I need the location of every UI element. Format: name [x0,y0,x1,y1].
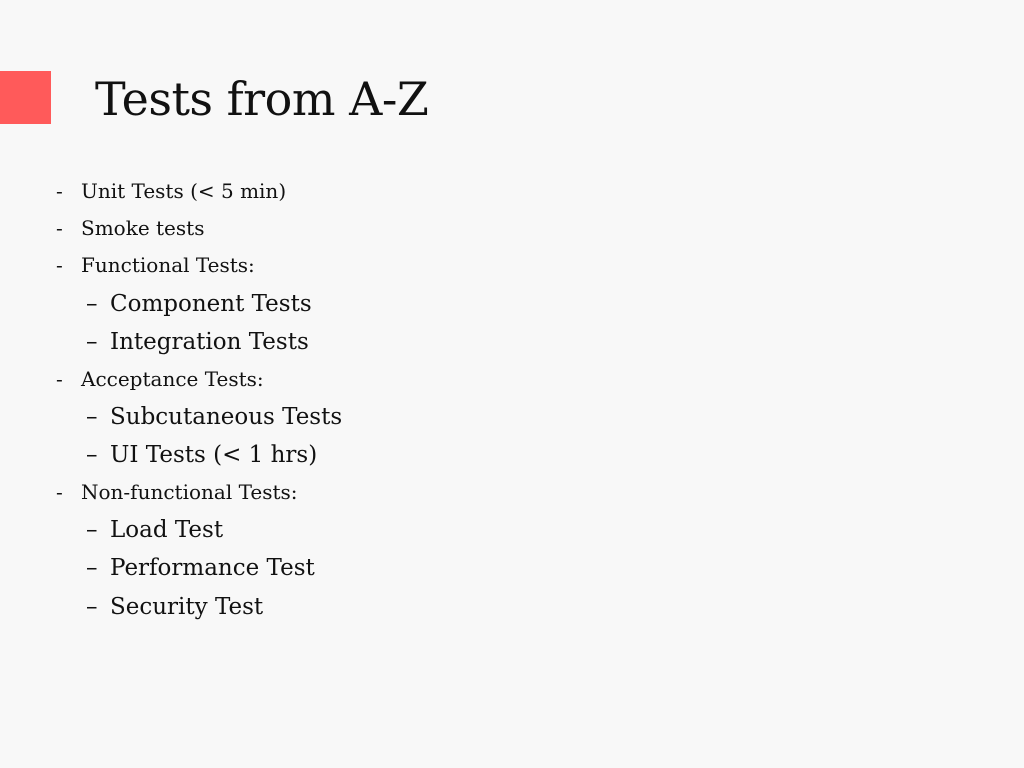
sub-item-security-test [86,592,263,622]
list-item-text: Smoke tests [81,216,205,240]
sub-bullet-dash: – [86,517,98,543]
bullet-dash: - [56,216,63,240]
list-item-text: Acceptance Tests: [81,367,264,391]
sub-bullet-dash: – [86,594,98,620]
sub-item-text: Security Test [110,594,264,620]
sub-item-text: Load Test [110,517,224,543]
bullet-dash: - [56,480,63,504]
sub-item-text: Performance Test [110,555,315,581]
list-item-unit-tests [56,178,286,204]
sub-item-component-tests [86,289,312,319]
sub-item-subcutaneous-tests [86,402,342,432]
slide-title: Tests from A-Z [95,72,429,126]
list-item-acceptance-tests [56,366,264,392]
sub-item-text: UI Tests (< 1 hrs) [110,442,318,468]
list-item-non-functional-tests [56,479,298,505]
sub-item-text: Subcutaneous Tests [110,404,343,430]
sub-bullet-dash: – [86,555,98,581]
bullet-dash: - [56,179,63,203]
list-item-text: Functional Tests: [81,253,255,277]
list-item-smoke-tests [56,215,204,241]
bullet-dash: - [56,367,63,391]
list-item-text: Unit Tests (< 5 min) [81,179,287,203]
bullet-dash: - [56,253,63,277]
sub-item-performance-test [86,553,315,583]
sub-item-text: Integration Tests [110,329,309,355]
list-item-functional-tests [56,252,255,278]
sub-bullet-dash: – [86,404,98,430]
sub-item-load-test [86,515,223,545]
sub-item-integration-tests [86,327,309,357]
sub-bullet-dash: – [86,291,98,317]
sub-bullet-dash: – [86,329,98,355]
sub-item-ui-tests [86,440,317,470]
list-item-text: Non-functional Tests: [81,480,298,504]
sub-item-text: Component Tests [110,291,312,317]
sub-bullet-dash: – [86,442,98,468]
